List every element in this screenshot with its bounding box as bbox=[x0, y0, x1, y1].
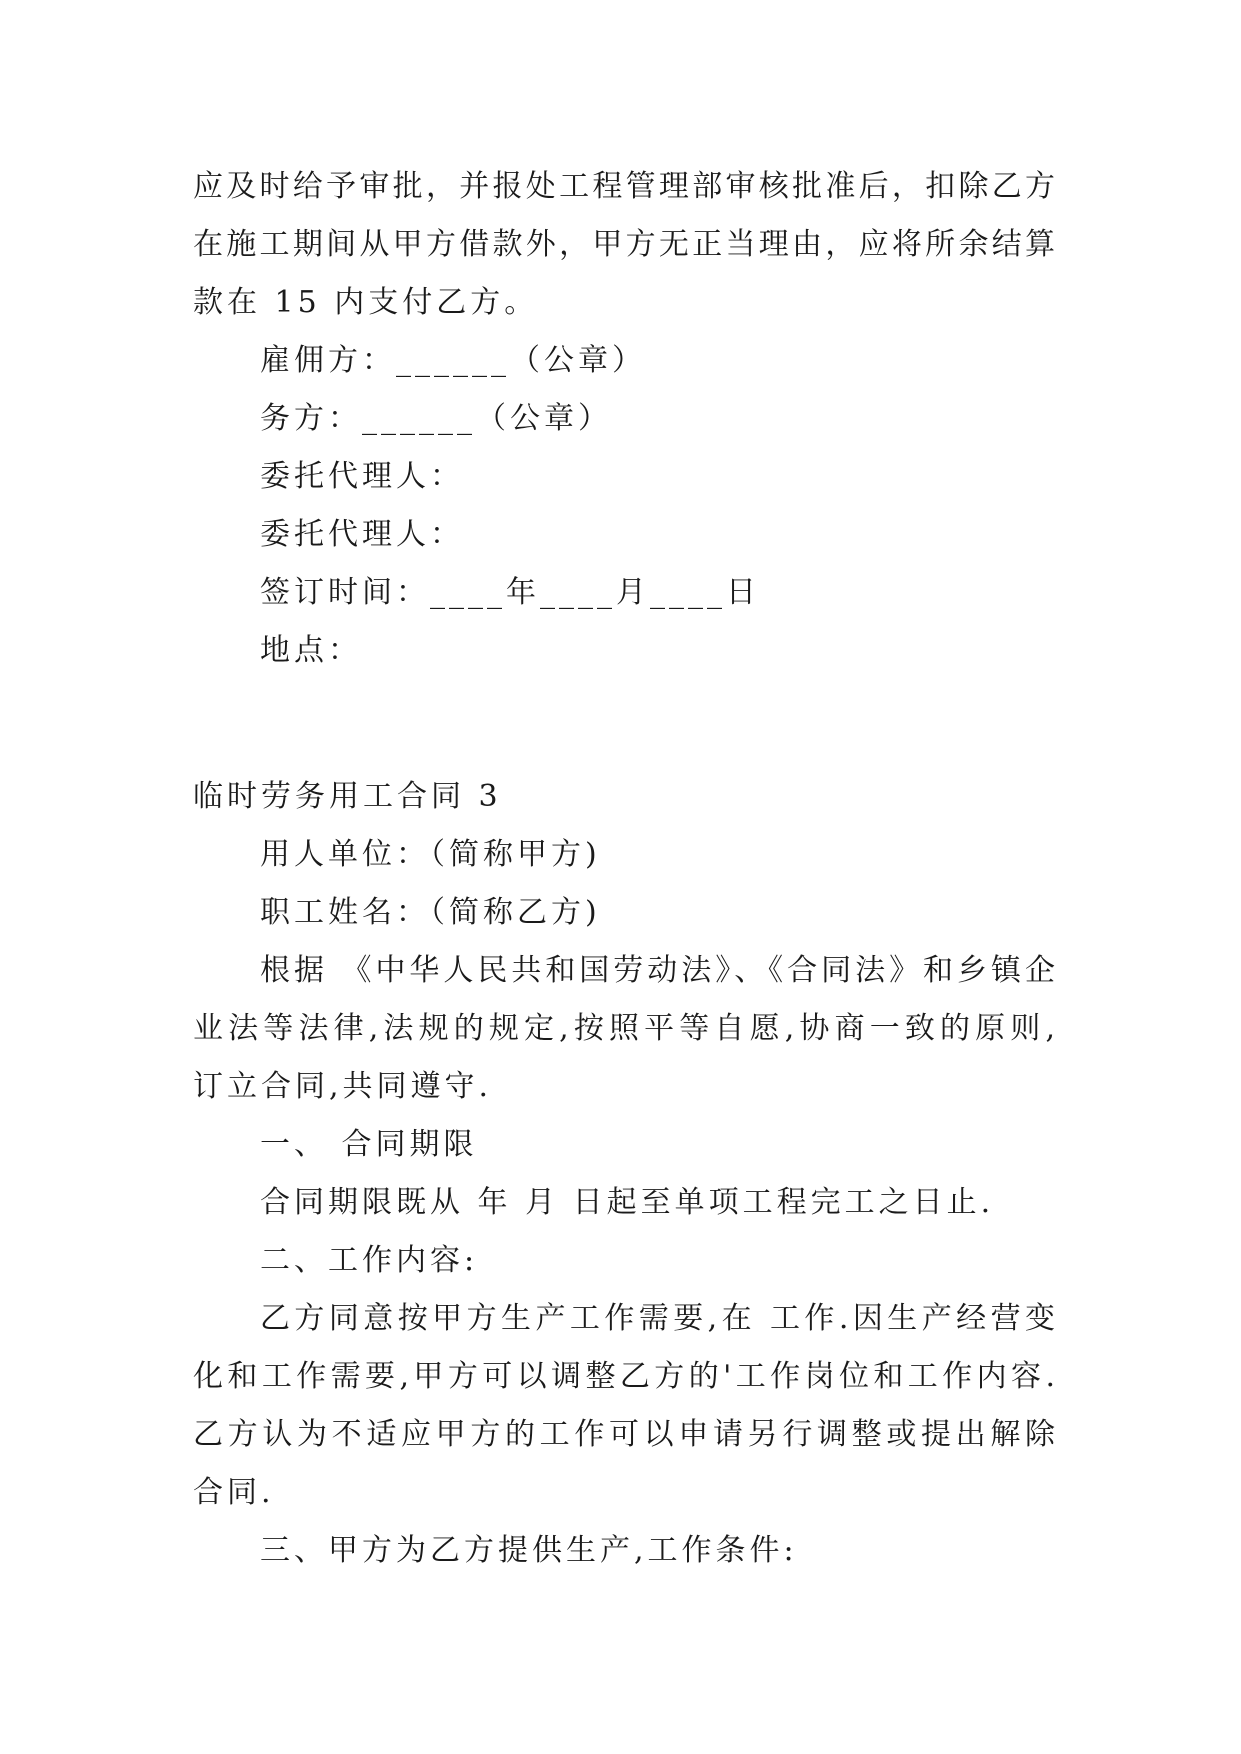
preamble-line-1: 根据 《中华人民共和国劳动法》、《合同法》和乡镇企 bbox=[260, 953, 1055, 988]
employer-unit-line: 用人单位：（简称甲方) bbox=[260, 837, 601, 872]
employer-signature-line: 雇佣方：______（公章） bbox=[260, 343, 646, 378]
preamble-line-3: 订立合同,共同遵守. bbox=[193, 1069, 493, 1104]
agent-line-2: 委托代理人： bbox=[260, 517, 464, 552]
intro-line-1: 应及时给予审批，并报处工程管理部审核批准后，扣除乙方 bbox=[193, 169, 1055, 204]
service-signature-line: 务方：______（公章） bbox=[260, 401, 612, 436]
section1-text: 合同期限既从 年 月 日起至单项工程完工之日止. bbox=[260, 1185, 995, 1220]
sign-date-line: 签订时间：____年____月____日 bbox=[260, 575, 760, 610]
employee-name-line: 职工姓名：（简称乙方) bbox=[260, 895, 601, 930]
contract-title: 临时劳务用工合同 3 bbox=[193, 779, 502, 814]
section-gap bbox=[193, 680, 1055, 768]
place-line: 地点： bbox=[260, 633, 362, 668]
section1-heading: 一、 合同期限 bbox=[260, 1127, 478, 1162]
document-body bbox=[193, 158, 1055, 1580]
preamble-line-2: 业法等法律,法规的规定,按照平等自愿,协商一致的原则, bbox=[193, 1011, 1055, 1046]
section2-line-3: 乙方认为不适应甲方的工作可以申请另行调整或提出解除 bbox=[193, 1417, 1055, 1452]
agent-line-1: 委托代理人： bbox=[260, 459, 464, 494]
intro-line-2: 在施工期间从甲方借款外，甲方无正当理由，应将所余结算 bbox=[193, 227, 1055, 262]
intro-line-3: 款在 15 内支付乙方。 bbox=[193, 285, 539, 320]
section2-line-1: 乙方同意按甲方生产工作需要,在 工作.因生产经营变 bbox=[260, 1301, 1055, 1336]
section2-line-2: 化和工作需要,甲方可以调整乙方的'工作岗位和工作内容. bbox=[193, 1359, 1055, 1394]
section2-line-4: 合同. bbox=[193, 1475, 275, 1510]
section3-heading: 三、甲方为乙方提供生产,工作条件: bbox=[260, 1533, 798, 1568]
section2-heading: 二、工作内容: bbox=[260, 1243, 479, 1278]
